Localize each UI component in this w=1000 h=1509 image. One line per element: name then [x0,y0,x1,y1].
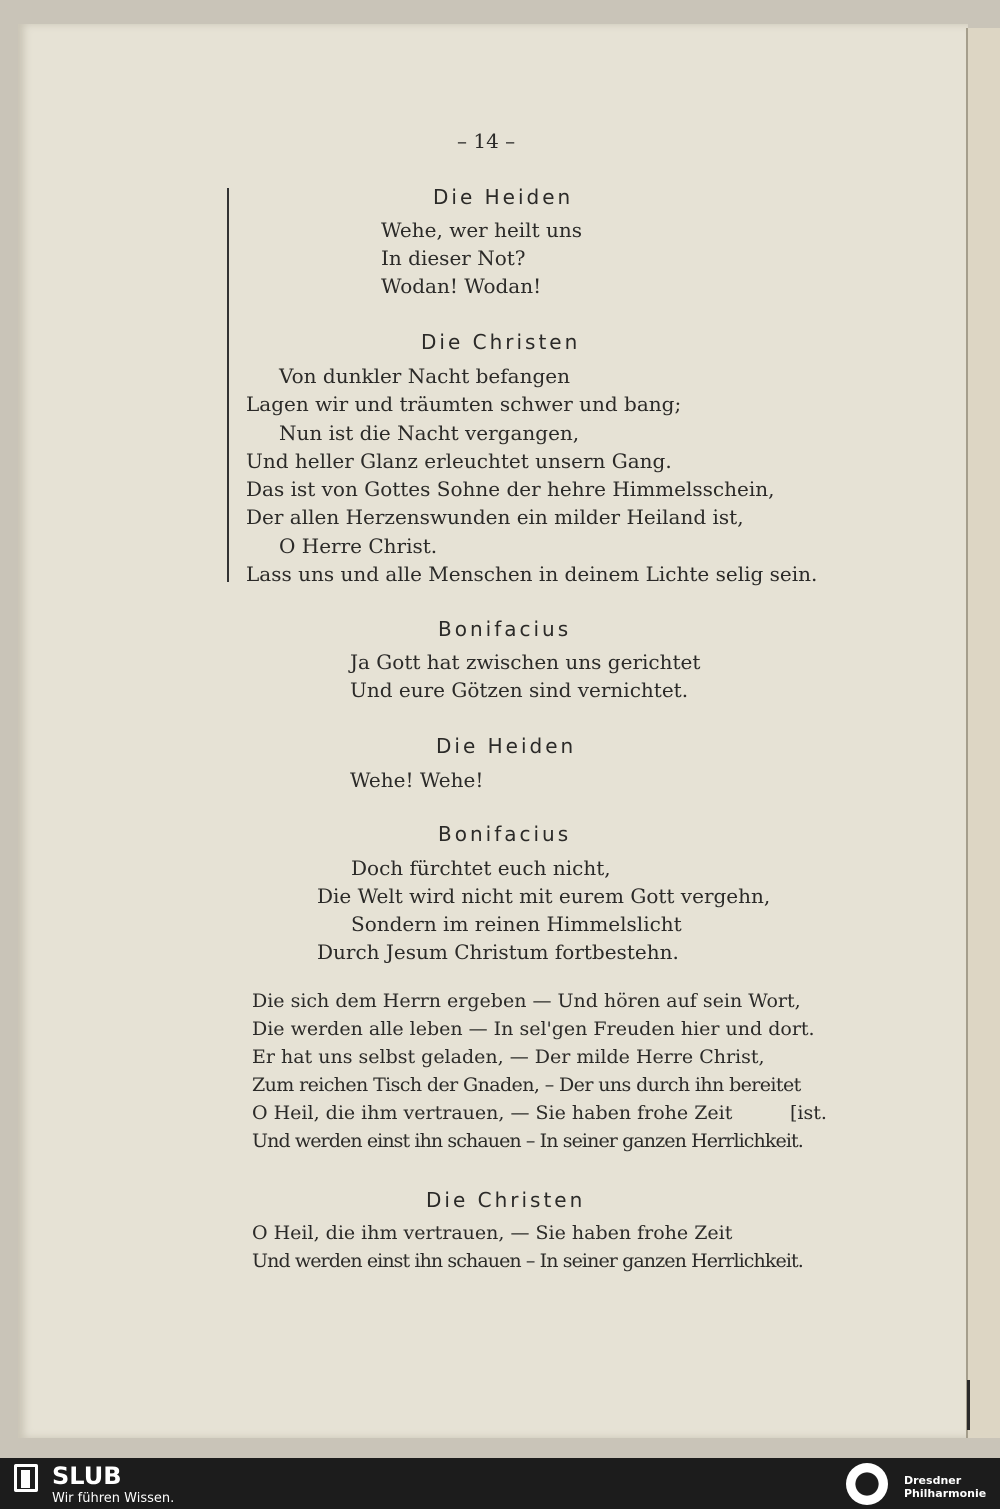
footer-bar [0,1458,1000,1509]
verse-line: Sondern im reinen Himmelslicht [351,912,682,936]
speaker-heiden: Die Heiden [436,734,577,758]
verse-line: Die werden alle leben — In sel'gen Freuden hier und dort. [252,1018,815,1040]
verse-line: O Heil, die ihm vertrauen, — Sie haben frohe Zeit [252,1102,733,1124]
verse-line: Der allen Herzenswunden ein milder Heiland ist, [246,505,744,529]
verse-line: Wehe! Wehe! [350,768,484,792]
philharmonie-logo-icon[interactable] [846,1463,888,1505]
verse-line: Doch fürchtet euch nicht, [351,856,611,880]
adjacent-page-edge [966,28,1000,1438]
verse-line: Er hat uns selbst geladen, — Der milde Herre Christ, [252,1046,765,1068]
verse-line: Die sich dem Herrn ergeben — Und hören auf sein Wort, [252,990,801,1012]
partner-name[interactable] [904,1474,986,1500]
verse-continuation: [ist. [790,1102,827,1124]
verse-line: Und werden einst ihn schauen – In seiner ganzen Herrlichkeit. [252,1250,803,1272]
slub-logo-icon[interactable] [14,1464,38,1492]
verse-line: Lagen wir und träumten schwer und bang; [246,392,682,416]
verse-line: Durch Jesum Christum fortbestehn. [317,940,679,964]
verse-line: Wehe, wer heilt uns [381,218,582,242]
verse-line: In dieser Not? [381,246,526,270]
verse-line: Die Welt wird nicht mit eurem Gott vergehn, [317,884,771,908]
verse-line: Ja Gott hat zwischen uns gerichtet [350,650,701,674]
verse-line: O Heil, die ihm vertrauen, — Sie haben frohe Zeit [252,1222,733,1244]
verse-line: Nun ist die Nacht vergangen, [279,421,580,445]
verse-line: Zum reichen Tisch der Gnaden, – Der uns durch ihn bereitet [252,1074,801,1096]
verse-line: Und eure Götzen sind vernichtet. [350,678,689,702]
speaker-christen: Die Christen [426,1188,586,1212]
library-tagline: Wir führen Wissen. [52,1491,175,1506]
verse-line: O Herre Christ. [279,534,438,558]
library-name[interactable]: SLUB [52,1462,122,1490]
chorus-bracket [227,188,237,582]
verse-line: Lass uns und alle Menschen in deinem Lichte selig sein. [246,562,818,586]
speaker-bonifacius: Bonifacius [438,617,572,641]
partner-name-line2: Philharmonie [904,1487,987,1500]
verse-line: Wodan! Wodan! [381,274,542,298]
verse-line: Und heller Glanz erleuchtet unsern Gang. [246,449,672,473]
verse-line: Das ist von Gottes Sohne der hehre Himmelsschein, [246,477,775,501]
speaker-christen: Die Christen [421,330,581,354]
speaker-heiden: Die Heiden [433,185,574,209]
verse-line: Von dunkler Nacht befangen [279,364,570,388]
partner-name-line1: Dresdner [904,1474,962,1487]
verse-line: Und werden einst ihn schauen – In seiner ganzen Herrlichkeit. [252,1130,803,1152]
page-number: – 14 – [457,129,516,153]
page-edge-mark [967,1380,970,1430]
speaker-bonifacius: Bonifacius [438,822,572,846]
